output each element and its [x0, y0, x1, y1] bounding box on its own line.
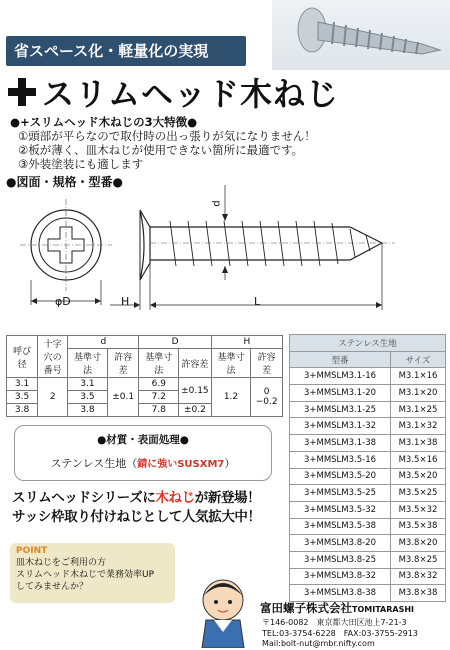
model-code: 3+MMSLM3.5-20: [290, 468, 391, 485]
table-cell: 3.8: [7, 404, 38, 417]
col-D-tol: 許容差: [179, 349, 212, 378]
col-size: サイズ: [390, 351, 445, 368]
model-code: 3+MMSLM3.5-16: [290, 451, 391, 468]
material-body: [15, 455, 271, 471]
features-header: ●+スリムヘッド木ねじの3大特徴●: [10, 115, 198, 129]
table-row: [290, 418, 446, 435]
plus-icon: [8, 78, 36, 106]
promo-line1a: スリムヘッドシリーズに: [12, 490, 156, 506]
table-cell: 3.1: [7, 378, 38, 391]
table-cell: 3.5: [68, 391, 108, 404]
label-H: H: [121, 295, 130, 308]
table-row: [290, 568, 446, 585]
model-size: M3.1×25: [390, 401, 445, 418]
table-row: [290, 585, 446, 602]
model-code: 3+MMSLM3.1-25: [290, 401, 391, 418]
table-cell: ±0.1: [107, 378, 139, 417]
table-cell: 7.2: [139, 391, 179, 404]
feature-1: ①頭部が平らなので取付時の出っ張りが気になりません！: [18, 129, 316, 143]
col-D-base: 基準寸法: [139, 349, 179, 378]
table-cell: 3.8: [68, 404, 108, 417]
dimensions-table: [6, 335, 283, 417]
model-size: M3.1×32: [390, 418, 445, 435]
company-name-roman: TOMITARASHI: [352, 605, 415, 614]
col-d-base: 基準寸法: [68, 349, 108, 378]
table-row: [290, 501, 446, 518]
screw-photo: [272, 0, 450, 70]
col-model: 型番: [290, 351, 391, 368]
label-phiD: φD: [55, 295, 71, 308]
material-close: ）: [224, 457, 236, 470]
col-d: d: [68, 336, 139, 349]
feature-2: ②板が薄く、皿木ねじが使用できない箇所に最適です。: [18, 143, 304, 157]
model-size: M3.5×16: [390, 451, 445, 468]
point-line-2: スリムヘッド木ねじで業務効率UP: [16, 570, 155, 580]
drawing-header: ●図面・規格・型番●: [6, 175, 123, 189]
table-cell: 0 −0.2: [251, 378, 283, 417]
model-code: 3+MMSLM3.1-16: [290, 368, 391, 385]
model-size: M3.1×38: [390, 435, 445, 452]
company-mail: Mail:bolt-nut@mbr.nifty.com: [262, 639, 375, 648]
point-label: POINT: [16, 546, 48, 556]
col-D: D: [139, 336, 211, 349]
col-H: H: [211, 336, 282, 349]
model-code: 3+MMSLM3.5-32: [290, 501, 391, 518]
banner: 省スペース化・軽量化の実現: [6, 36, 246, 66]
model-size: M3.8×20: [390, 535, 445, 552]
table-cell: 3.5: [7, 391, 38, 404]
model-size: M3.5×38: [390, 518, 445, 535]
col-cross: 十字穴の番号: [38, 336, 68, 378]
model-table: [289, 334, 446, 602]
table-cell: ±0.2: [179, 404, 212, 417]
material-text: ステンレス生地（: [50, 457, 138, 470]
model-table-header: ステンレス生地: [290, 335, 446, 352]
model-size: M3.8×32: [390, 568, 445, 585]
model-size: M3.8×25: [390, 551, 445, 568]
col-nominal: 呼び径: [7, 336, 38, 378]
table-row: [290, 535, 446, 552]
material-highlight: 錆に強いSUSXM7: [137, 459, 225, 470]
table-row: [290, 451, 446, 468]
label-d: d: [211, 200, 223, 207]
promo-line2: サッシ枠取り付けねじとして人気拡大中！: [12, 509, 261, 525]
model-size: M3.1×16: [390, 368, 445, 385]
model-size: M3.5×32: [390, 501, 445, 518]
table-row: [290, 385, 446, 402]
model-code: 3+MMSLM3.8-20: [290, 535, 391, 552]
model-size: M3.5×25: [390, 485, 445, 502]
table-row: [290, 401, 446, 418]
table-row: [290, 485, 446, 502]
point-line-3: してみませんか？: [16, 582, 89, 592]
point-box: [10, 543, 175, 603]
label-L: L: [254, 295, 261, 308]
col-H-base: 基準寸法: [211, 349, 251, 378]
model-code: 3+MMSLM3.1-20: [290, 385, 391, 402]
company-name-jp: 富田螺子株式会社: [260, 601, 352, 615]
promo-line1b: が新登場！: [194, 490, 261, 506]
table-row: [290, 468, 446, 485]
point-line-1: 皿木ねじをご利用の方: [16, 558, 107, 568]
model-code: 3+MMSLM3.1-38: [290, 435, 391, 452]
table-row: [290, 551, 446, 568]
table-row: [290, 368, 446, 385]
table-cell: ±0.15: [179, 378, 212, 404]
feature-3: ③外装塗装にも適します: [18, 157, 144, 171]
model-code: 3+MMSLM3.5-25: [290, 485, 391, 502]
company-phone: TEL:03-3754-6228 FAX:03-3755-2913: [262, 629, 418, 638]
table-cell: 2: [38, 378, 68, 417]
model-code: 3+MMSLM3.5-38: [290, 518, 391, 535]
table-cell: 6.9: [139, 378, 179, 391]
model-size: M3.1×20: [390, 385, 445, 402]
model-size: M3.5×20: [390, 468, 445, 485]
material-box: [14, 425, 272, 481]
table-row: [290, 435, 446, 452]
table-cell: 1.2: [211, 378, 251, 417]
company-name: [260, 600, 414, 616]
promo-text: [12, 489, 287, 527]
table-cell: 7.8: [139, 404, 179, 417]
material-header: ●材質・表面処理●: [97, 434, 189, 446]
model-size: M3.8×38: [390, 585, 445, 602]
col-H-tol: 許容差: [251, 349, 283, 378]
table-row: [290, 518, 446, 535]
page-title: スリムヘッド木ねじ: [42, 75, 340, 113]
model-code: 3+MMSLM3.1-32: [290, 418, 391, 435]
mascot-illustration: [192, 572, 254, 648]
model-code: 3+MMSLM3.8-32: [290, 568, 391, 585]
model-code: 3+MMSLM3.8-25: [290, 551, 391, 568]
model-code: 3+MMSLM3.8-38: [290, 585, 391, 602]
promo-highlight: 木ねじ: [155, 490, 195, 506]
company-address: 〒146-0082 東京都大田区池上7-21-3: [262, 618, 407, 627]
title-row: [8, 72, 339, 112]
table-cell: 3.1: [68, 378, 108, 391]
col-d-tol: 許容差: [107, 349, 139, 378]
